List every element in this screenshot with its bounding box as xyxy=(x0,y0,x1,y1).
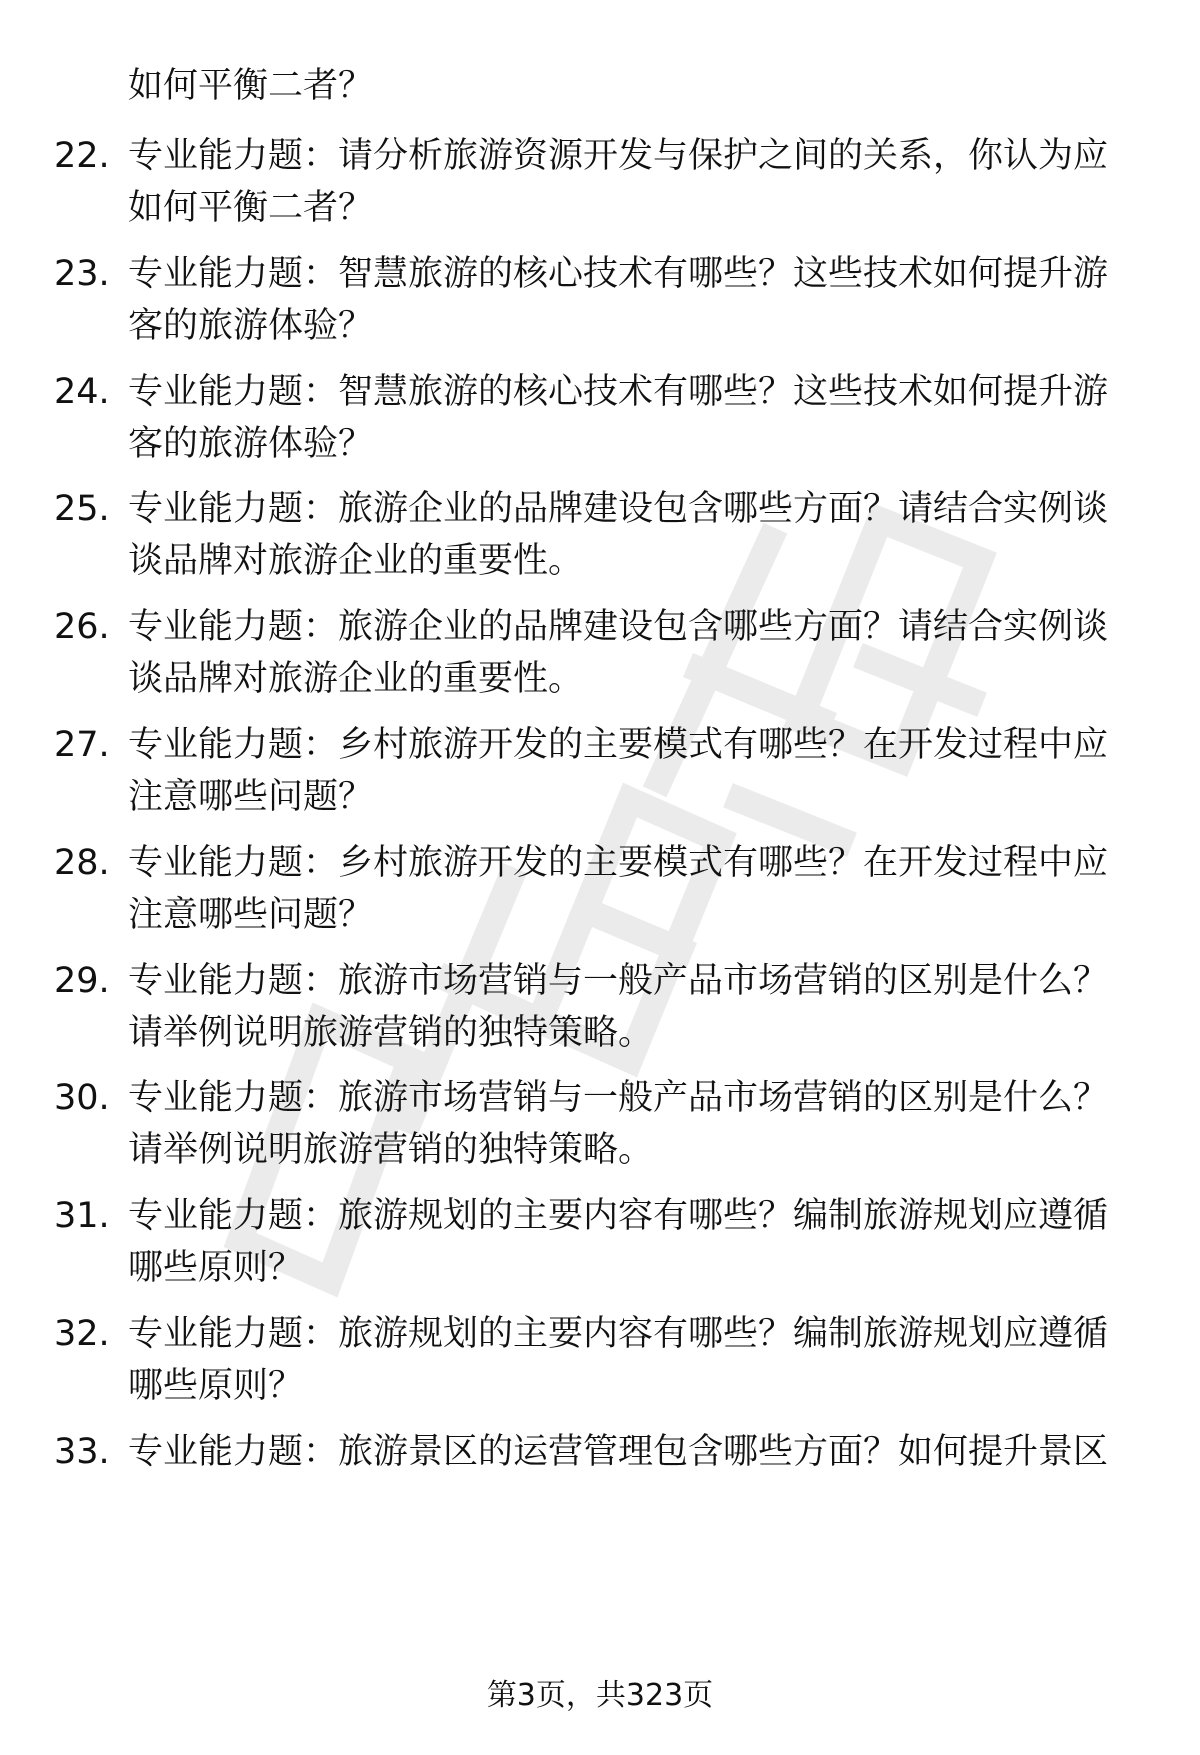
question-number: 29. xyxy=(54,961,110,1001)
question-line: 客的旅游体验？ xyxy=(128,306,374,346)
question-item xyxy=(0,366,1200,476)
question-item xyxy=(0,1190,1200,1300)
question-item xyxy=(0,719,1200,829)
question-text xyxy=(128,248,1148,352)
question-line: 专业能力题：旅游规划的主要内容有哪些？编制旅游规划应遵循 xyxy=(128,1196,1109,1236)
question-line: 谈品牌对旅游企业的重要性。 xyxy=(128,541,584,581)
question-number: 32. xyxy=(54,1314,110,1354)
question-item xyxy=(0,1426,1200,1536)
question-line: 专业能力题：请分析旅游资源开发与保护之间的关系，你认为应 xyxy=(128,136,1109,176)
question-line: 专业能力题：旅游市场营销与一般产品市场营销的区别是什么？ xyxy=(128,961,1109,1001)
question-item xyxy=(0,1072,1200,1182)
question-number: 31. xyxy=(54,1196,110,1236)
question-text xyxy=(128,483,1148,587)
question-line: 专业能力题：乡村旅游开发的主要模式有哪些？在开发过程中应 xyxy=(128,725,1109,765)
question-line: 专业能力题：智慧旅游的核心技术有哪些？这些技术如何提升游 xyxy=(128,254,1109,294)
question-text xyxy=(128,1308,1148,1412)
question-text xyxy=(128,130,1148,234)
question-line: 专业能力题：智慧旅游的核心技术有哪些？这些技术如何提升游 xyxy=(128,372,1109,412)
question-item xyxy=(0,130,1200,240)
question-line: 请举例说明旅游营销的独特策略。 xyxy=(128,1013,654,1053)
question-line: 专业能力题：旅游景区的运营管理包含哪些方面？如何提升景区 xyxy=(128,1432,1109,1472)
question-number: 23. xyxy=(54,254,110,294)
question-line: 专业能力题：旅游企业的品牌建设包含哪些方面？请结合实例谈 xyxy=(128,489,1109,529)
question-text xyxy=(128,601,1148,705)
question-line: 请举例说明旅游营销的独特策略。 xyxy=(128,1130,654,1170)
question-item xyxy=(0,248,1200,358)
question-text xyxy=(128,955,1148,1059)
question-text xyxy=(128,837,1148,941)
question-line: 专业能力题：旅游企业的品牌建设包含哪些方面？请结合实例谈 xyxy=(128,607,1109,647)
question-line: 谈品牌对旅游企业的重要性。 xyxy=(128,659,584,699)
question-line: 注意哪些问题？ xyxy=(128,895,374,935)
question-number: 30. xyxy=(54,1078,110,1118)
question-text xyxy=(128,1072,1148,1176)
page-footer: 第3页，共323页 xyxy=(486,1678,714,1713)
continuation-line: 如何平衡二者？ xyxy=(128,66,374,106)
question-item xyxy=(0,601,1200,711)
question-line: 如何平衡二者？ xyxy=(128,188,374,228)
question-line: 哪些原则？ xyxy=(128,1366,304,1406)
question-number: 27. xyxy=(54,725,110,765)
question-line: 专业能力题：乡村旅游开发的主要模式有哪些？在开发过程中应 xyxy=(128,843,1109,883)
question-line: 专业能力题：旅游规划的主要内容有哪些？编制旅游规划应遵循 xyxy=(128,1314,1109,1354)
question-item xyxy=(0,1308,1200,1418)
question-number: 22. xyxy=(54,136,110,176)
question-number: 24. xyxy=(54,372,110,412)
question-number: 25. xyxy=(54,489,110,529)
question-number: 26. xyxy=(54,607,110,647)
question-line: 客的旅游体验？ xyxy=(128,424,374,464)
question-number: 33. xyxy=(54,1432,110,1472)
question-item xyxy=(0,837,1200,947)
question-text xyxy=(128,719,1148,823)
question-item xyxy=(0,955,1200,1065)
question-line: 哪些原则？ xyxy=(128,1248,304,1288)
question-number: 28. xyxy=(54,843,110,883)
question-text xyxy=(128,366,1148,470)
question-item xyxy=(0,483,1200,593)
question-text xyxy=(128,1426,1148,1478)
question-text xyxy=(128,1190,1148,1294)
question-line: 专业能力题：旅游市场营销与一般产品市场营销的区别是什么？ xyxy=(128,1078,1109,1118)
question-line: 注意哪些问题？ xyxy=(128,777,374,817)
